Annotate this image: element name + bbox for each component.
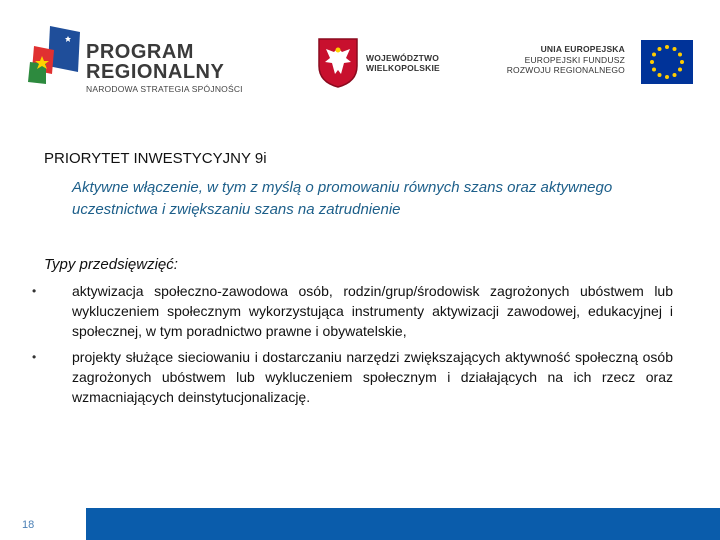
types-heading: Typy przedsięwzięć:	[44, 256, 178, 273]
eu-flag-icon	[641, 40, 693, 84]
page-number-box	[0, 508, 86, 540]
priority-description: Aktywne włączenie, w tym z myślą o promowaniu równych szans oraz aktywnego uczestnictwa i zwiększaniu szans na zatrudnienie	[72, 179, 613, 218]
priority-heading: PRIORYTET INWESTYCYJNY 9i	[44, 150, 267, 167]
wielkopolska-crest-icon	[318, 38, 358, 88]
eu-line2: EUROPEJSKI FUNDUSZ	[524, 54, 625, 65]
wielkopolska-line1: WOJEWÓDZTWO	[366, 53, 440, 63]
program-regionalny-line1: PROGRAM	[86, 41, 194, 63]
program-regionalny-line2: REGIONALNY	[86, 61, 225, 83]
bullet-icon: •	[32, 350, 37, 364]
eu-line3: ROZWOJU REGIONALNEGO	[506, 65, 625, 75]
eu-text	[507, 44, 625, 76]
program-regionalny-line3: NARODOWA STRATEGIA SPÓJNOŚCI	[86, 84, 243, 94]
eu-line1: UNIA EUROPEJSKA	[540, 44, 625, 54]
project-types-list	[28, 281, 673, 413]
list-item	[28, 347, 673, 407]
list-item-text: projekty służące sieciowaniu i dostarczaniu narzędzi zwiększających aktywność społeczną osób zagrożonych ubóstwem lub wykluczeniem społecznym i działających na ich rzecz oraz wzmacniających deinstytucjonalizację.	[72, 349, 673, 405]
wielkopolska-line2: WIELKOPOLSKIE	[366, 63, 440, 73]
page-number: 18	[22, 519, 35, 531]
logo-band	[0, 0, 720, 120]
list-item	[28, 281, 673, 341]
bullet-icon: •	[32, 284, 37, 298]
footer-bar	[0, 508, 720, 540]
list-item-text: aktywizacja społeczno-zawodowa osób, rodzin/grup/środowisk zagrożonych ubóstwem lub wykluczeniem społecznym wykorzystująca instrumenty aktywizacji zawodowej, edukacyjnej i społecznej, w tym poradnictwo prawne i obywatelskie,	[72, 283, 673, 339]
wielkopolska-text	[366, 53, 440, 73]
program-regionalny-text	[86, 42, 243, 94]
program-regionalny-logo-icon	[28, 26, 80, 94]
